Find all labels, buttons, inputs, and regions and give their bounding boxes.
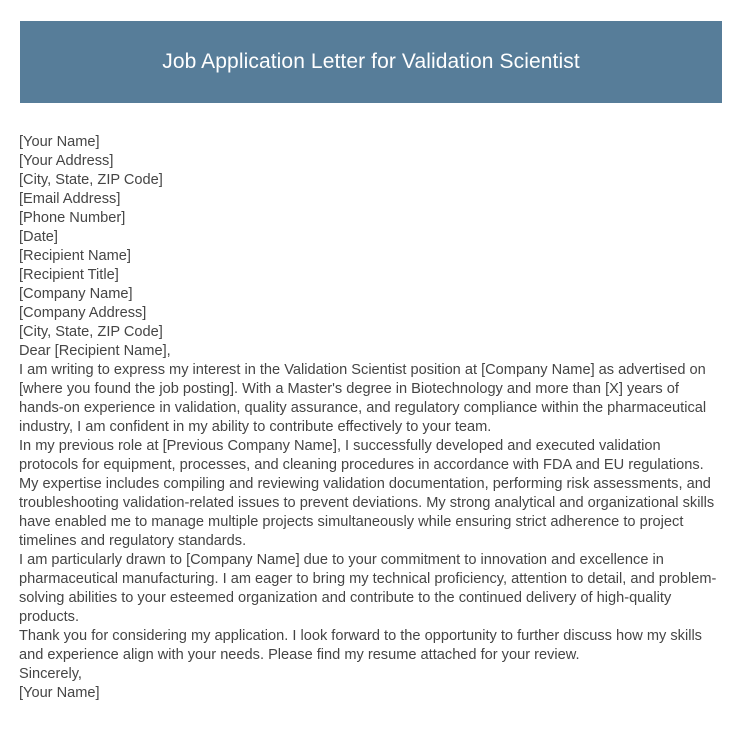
letter-body bbox=[19, 133, 719, 703]
sender-line: [Email Address] bbox=[19, 191, 121, 207]
sender-line: [Your Name] bbox=[19, 134, 100, 150]
sender-address-block bbox=[19, 133, 719, 247]
recipient-line: [City, State, ZIP Code] bbox=[19, 324, 163, 340]
recipient-line: [Company Name] bbox=[19, 286, 133, 302]
body-paragraph: I am particularly drawn to [Company Name] due to your commitment to innovation and excellence in pharmaceutical manufacturing. I am eager to bring my technical proficiency, attention to detail, and problem-solving abilities to your esteemed organization and contribute to the continued delivery of high-quality products. bbox=[19, 552, 717, 625]
sender-line: [City, State, ZIP Code] bbox=[19, 172, 163, 188]
closing: Sincerely, bbox=[19, 666, 82, 682]
body-paragraph: I am writing to express my interest in the Validation Scientist position at [Company Name] as advertised on [where you found the job posting]. With a Master's degree in Biotechnology and more than [X] years of hands-on experience in validation, quality assurance, and regulatory compliance within the pharmaceutical industry, I am confident in my ability to contribute effectively to your team. bbox=[19, 362, 707, 435]
sender-line: [Date] bbox=[19, 229, 58, 245]
body-paragraph: In my previous role at [Previous Company Name], I successfully developed and executed validation protocols for equipment, processes, and cleaning procedures in accordance with FDA and EU regulations. My expertise includes compiling and reviewing validation documentation, performing risk assessments, and troubleshooting validation-related issues to prevent deviations. My strong analytical and organizational skills have enabled me to manage multiple projects simultaneously while ensuring strict adherence to project timelines and regulatory standards. bbox=[19, 438, 715, 549]
recipient-line: [Recipient Title] bbox=[19, 267, 119, 283]
recipient-line: [Company Address] bbox=[19, 305, 147, 321]
sender-line: [Your Address] bbox=[19, 153, 114, 169]
recipient-address-block bbox=[19, 247, 719, 342]
signature-name: [Your Name] bbox=[19, 685, 100, 701]
page-title: Job Application Letter for Validation Scientist bbox=[162, 50, 580, 74]
sender-line: [Phone Number] bbox=[19, 210, 126, 226]
salutation: Dear [Recipient Name], bbox=[19, 343, 171, 359]
recipient-line: [Recipient Name] bbox=[19, 248, 131, 264]
body-paragraph: Thank you for considering my application. I look forward to the opportunity to further discuss how my skills and experience align with your needs. Please find my resume attached for your review. bbox=[19, 628, 702, 663]
letter-header-banner bbox=[20, 21, 722, 103]
